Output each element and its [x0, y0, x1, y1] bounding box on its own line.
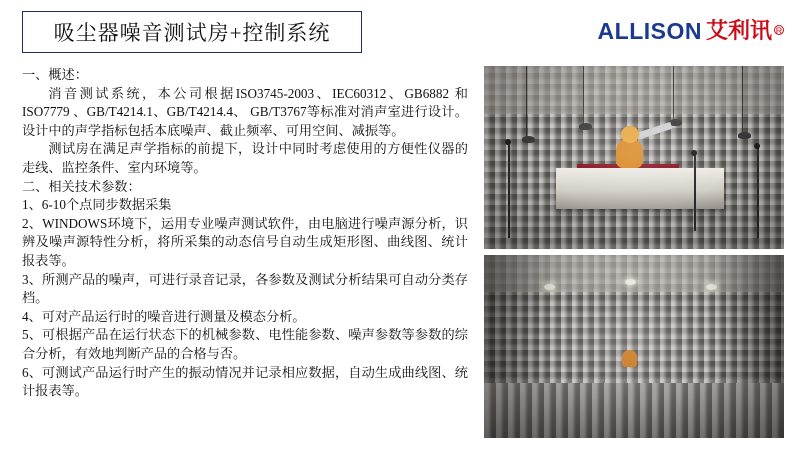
page-header — [0, 0, 800, 62]
paragraph-item-4: 4、可对产品运行时的噪音进行测量及模态分析。 — [22, 308, 306, 324]
company-logo — [598, 14, 784, 45]
paragraph-overview-heading: 一、概述： — [22, 67, 88, 82]
page-title-box — [22, 11, 362, 53]
paragraph-overview-1: 消音测试系统，本公司根据ISO3745-2003、IEC60312、GB6882 和ISO7779 、GB/T4214.1、GB/T4214.4、 GB/T3767等标准对消声室进行设计。设计中的声学指标包括本底噪声、截止频率、可用空间、减振等。 — [22, 85, 468, 138]
paragraph-parameters-heading: 二、相关技术参数： — [22, 178, 141, 194]
logo-text-cn: 艾利讯 — [705, 18, 772, 43]
paragraph-item-6: 6、可测试产品运行时产生的振动情况并记录相应数据，自动生成曲线图、统计报表等。 — [22, 364, 468, 399]
paragraph-item-2: 2、WINDOWS环境下，运用专业噪声测试软件，由电脑进行噪声源分析，识辨及噪声源特性分析，将所采集的动态信号自动生成矩形图、曲线图、统计报表等。 — [22, 215, 468, 268]
paragraph-item-3: 3、所测产品的噪声，可进行录音记录，各参数及测试分析结果可自动分类存档。 — [22, 271, 468, 306]
photo-vignette — [484, 255, 784, 438]
paragraph-overview-2: 测试房在满足声学指标的前提下，设计中同时考虑使用的方便性仪器的走线、监控条件、室内环境等。 — [22, 141, 468, 175]
anechoic-chamber-robot-test-photo — [484, 66, 784, 249]
paragraph-item-1: 1、6-10个点同步数据采集 — [22, 197, 172, 213]
page-title: 吸尘器噪音测试房+控制系统 — [53, 21, 331, 45]
logo-text-en: ALLISON — [597, 18, 702, 44]
anechoic-chamber-interior-photo — [484, 255, 784, 438]
registered-trademark-icon: R — [775, 26, 783, 36]
body-text-column — [22, 66, 468, 401]
photo-vignette — [484, 66, 784, 249]
paragraph-item-5: 5、可根据产品在运行状态下的机械参数、电性能参数、噪声参数等参数的综合分析，有效地判断产品的合格与否。 — [22, 327, 468, 361]
